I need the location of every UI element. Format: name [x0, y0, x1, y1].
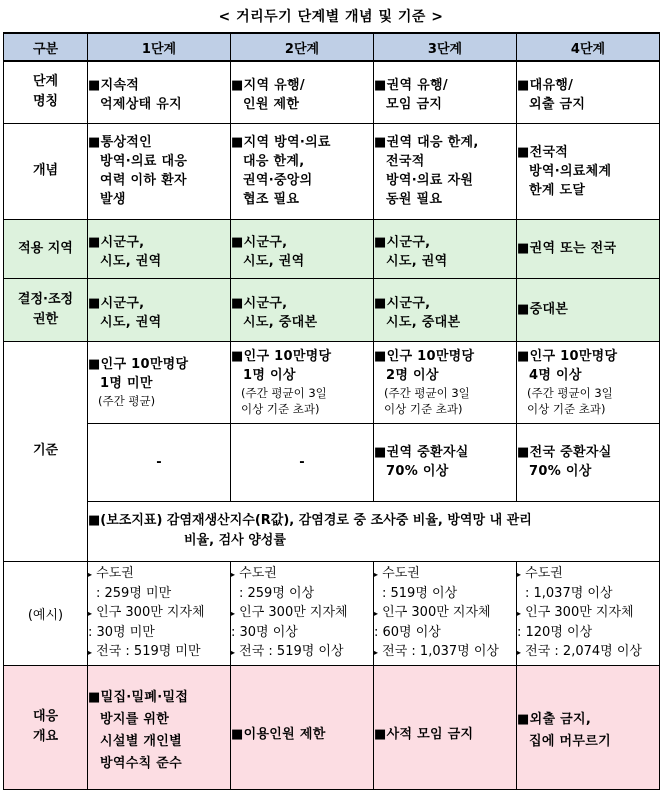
criteria-secondary-3: ■권역 중환자실 70% 이상 [374, 423, 517, 501]
example-1: ▸ 수도권 : 259명 미만 ▸ 인구 300만 지자체 : 30명 미만 ▸ 전국 : 519명 미만 [88, 561, 231, 665]
row-label-criteria: 기준 [4, 341, 88, 561]
row-label-concept: 개념 [4, 123, 88, 219]
level-name-1: ■지속적 억제상태 유지 [88, 61, 231, 123]
level-name-4: ■대유행/ 외출 금지 [517, 61, 660, 123]
row-label-example: (예시) [4, 561, 88, 665]
criteria-aux-indicators: ■(보조지표) 감염재생산지수(R값), 감염경로 중 조사중 비율, 방역망 내 관리 비율, 검사 양성률 [88, 501, 660, 561]
distancing-table [3, 32, 660, 790]
level-name-3: ■권역 유행/ 모임 금지 [374, 61, 517, 123]
example-2: ▸ 수도권 : 259명 이상 ▸ 인구 300만 지자체 : 30명 이상 ▸ 전국 : 519명 이상 [231, 561, 374, 665]
criteria-primary-3: ■인구 10만명당 2명 이상 (주간 평균이 3일 이상 기준 초과) [374, 341, 517, 423]
region-1: ■시군구, 시도, 권역 [88, 219, 231, 278]
response-2: ■이용인원 제한 [231, 665, 374, 789]
row-region [4, 219, 660, 278]
header-level-3: 3단계 [374, 33, 517, 61]
response-4: ■외출 금지, 집에 머무르기 [517, 665, 660, 789]
authority-1: ■시군구, 시도, 권역 [88, 278, 231, 341]
header-category: 구분 [4, 33, 88, 61]
response-3: ■사적 모임 금지 [374, 665, 517, 789]
row-label-authority: 결정·조정 권한 [4, 278, 88, 341]
concept-4: ■전국적 방역·의료체계 한계 도달 [517, 123, 660, 219]
row-criteria-secondary [4, 423, 660, 501]
row-label-level-name: 단계 명칭 [4, 61, 88, 123]
row-label-response: 대응 개요 [4, 665, 88, 789]
header-level-2: 2단계 [231, 33, 374, 61]
row-label-region: 적용 지역 [4, 219, 88, 278]
row-criteria-primary [4, 341, 660, 423]
concept-1: ■통상적인 방역·의료 대응 여력 이하 환자 발생 [88, 123, 231, 219]
region-3: ■시군구, 시도, 권역 [374, 219, 517, 278]
authority-2: ■시군구, 시도, 중대본 [231, 278, 374, 341]
concept-3: ■권역 대응 한계, 전국적 방역·의료 자원 동원 필요 [374, 123, 517, 219]
region-4: ■권역 또는 전국 [517, 219, 660, 278]
region-2: ■시군구, 시도, 권역 [231, 219, 374, 278]
header-level-1: 1단계 [88, 33, 231, 61]
criteria-primary-2: ■인구 10만명당 1명 이상 (주간 평균이 3일 이상 기준 초과) [231, 341, 374, 423]
authority-4: ■중대본 [517, 278, 660, 341]
concept-2: ■지역 방역·의료 대응 한계, 권역·중앙의 협조 필요 [231, 123, 374, 219]
criteria-primary-1: ■인구 10만명당 1명 미만 (주간 평균) [88, 341, 231, 423]
criteria-primary-4: ■인구 10만명당 4명 이상 (주간 평균이 3일 이상 기준 초과) [517, 341, 660, 423]
response-1: ■밀집·밀폐·밀접 방지를 위한 시설별 개인별 방역수칙 준수 [88, 665, 231, 789]
row-example [4, 561, 660, 665]
row-criteria-aux [4, 501, 660, 561]
row-response [4, 665, 660, 789]
document-title: < 거리두기 단계별 개념 및 기준 > [218, 9, 444, 25]
criteria-secondary-1: - [88, 423, 231, 501]
row-level-name [4, 61, 660, 123]
row-concept [4, 123, 660, 219]
authority-3: ■시군구, 시도, 중대본 [374, 278, 517, 341]
example-3: ▸ 수도권 : 519명 이상 ▸ 인구 300만 지자체 : 60명 이상 ▸ 전국 : 1,037명 이상 [374, 561, 517, 665]
criteria-secondary-2: - [231, 423, 374, 501]
example-4: ▸ 수도권 : 1,037명 이상 ▸ 인구 300만 지자체 : 120명 이상 ▸ 전국 : 2,074명 이상 [517, 561, 660, 665]
row-authority [4, 278, 660, 341]
criteria-secondary-4: ■전국 중환자실 70% 이상 [517, 423, 660, 501]
header-level-4: 4단계 [517, 33, 660, 61]
level-name-2: ■지역 유행/ 인원 제한 [231, 61, 374, 123]
header-row [4, 33, 660, 61]
